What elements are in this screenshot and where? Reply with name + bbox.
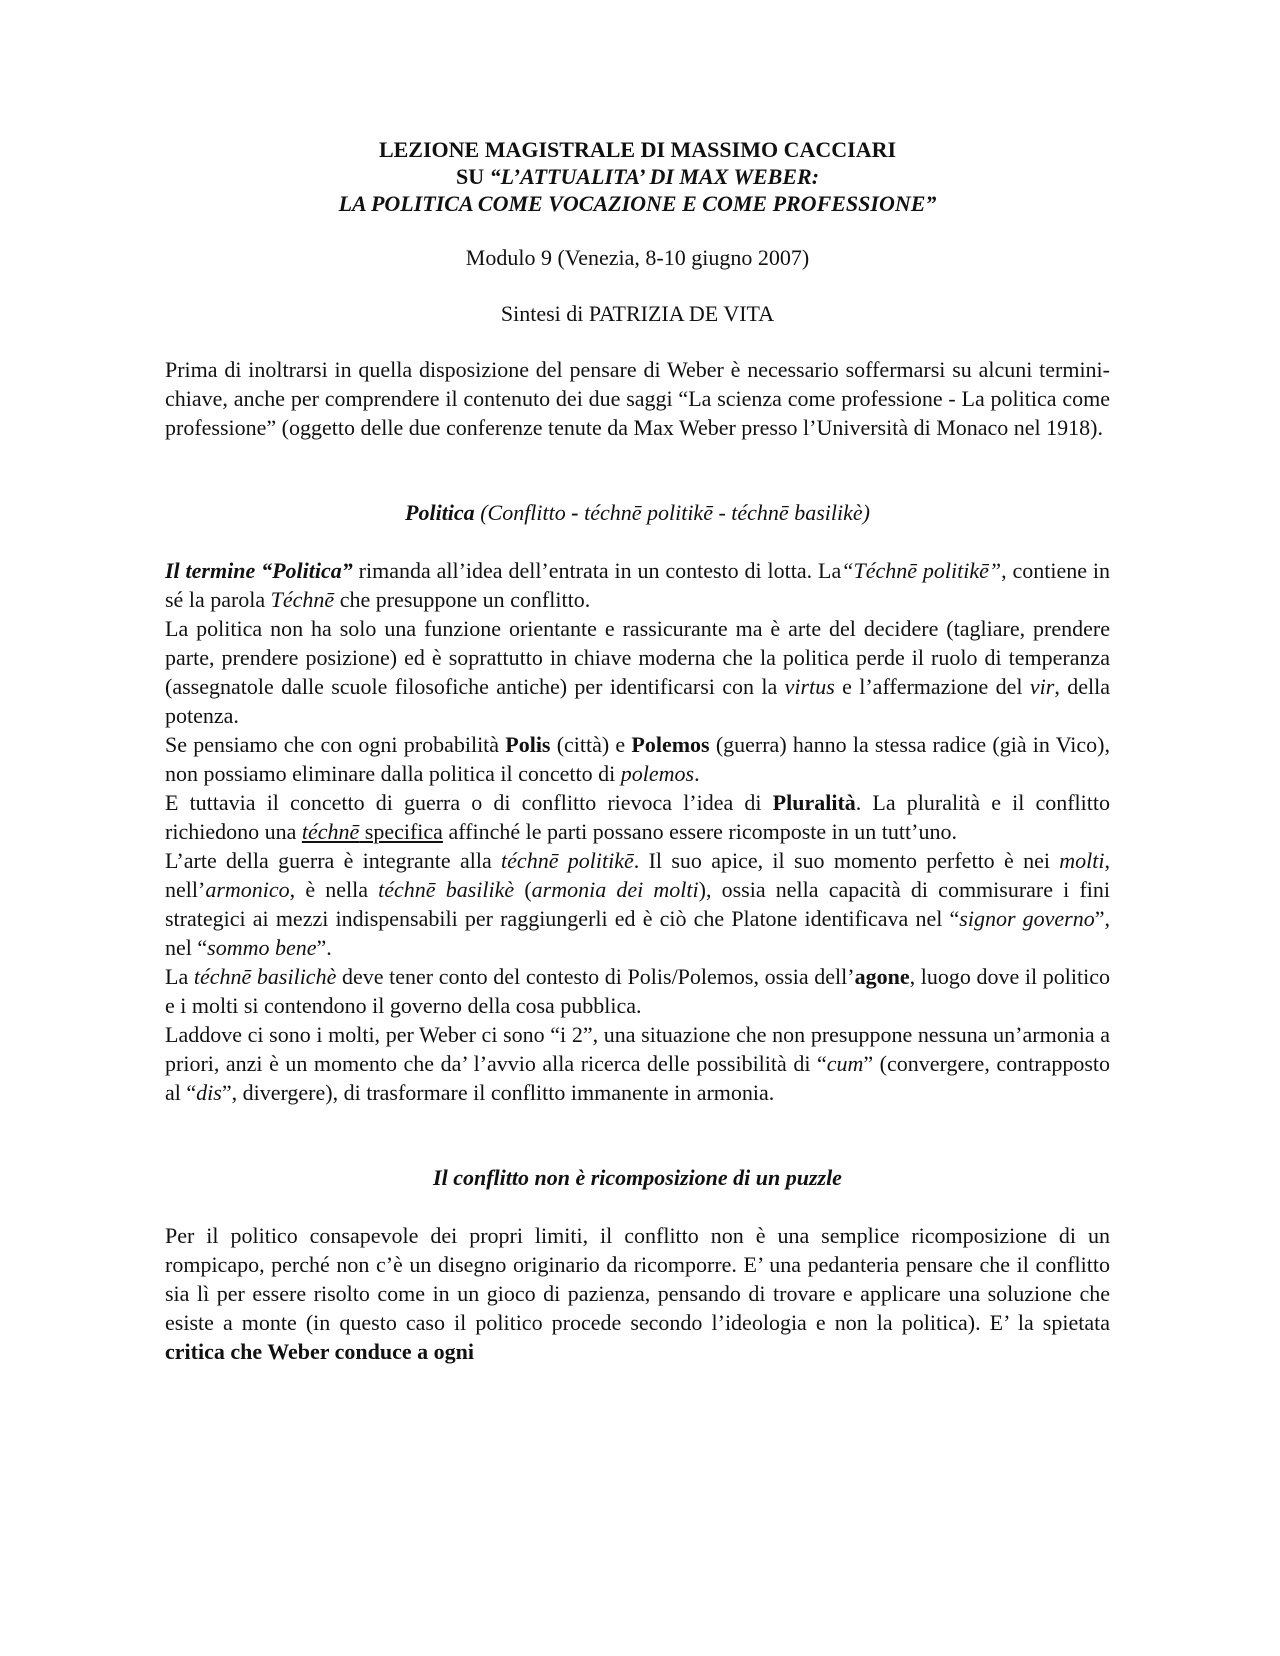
module-info: Modulo 9 (Venezia, 8-10 giugno 2007) xyxy=(465,245,810,270)
intro-paragraph: Prima di inoltrarsi in quella disposizione del pensare di Weber è necessario soffermarsi su alcuni termini-chiave, anche per comprendere il contenuto dei due saggi “La scienza come professione - La politica come professione” (oggetto delle due conferenze tenute da Max Weber presso l’Università di Monaco nel 1918). xyxy=(165,357,1110,440)
heading-politica-dash: - xyxy=(571,500,579,525)
document-title xyxy=(165,136,1110,217)
heading-politica-bold: Politica xyxy=(405,500,475,525)
heading-politica-part-b: téchnē politikē - téchnē basilikè) xyxy=(578,500,870,525)
paragraph-conflitto-puzzle: Per il politico consapevole dei propri limiti, il conflitto non è una semplice ricomposizione di un rompicapo, perché non c’è un disegno originario da ricomporre. E’ una pedanteria pensare che il conflitto sia lì per essere risolto come in un gioco di pazienza, pensando di trovare e applicare una soluzione che esiste a monte (in questo caso il politico procede secondo l’ideologia e non la politica). E’ la spietata critica che Weber conduce a ogni xyxy=(165,1223,1110,1364)
paragraph-polis-polemos: Se pensiamo che con ogni probabilità Polis (città) e Polemos (guerra) hanno la stessa radice (già in Vico), non possiamo eliminare dalla politica il concetto di polemos. xyxy=(165,732,1110,786)
section-heading-politica xyxy=(165,498,1110,527)
term-politica: Il termine “Politica” xyxy=(165,558,353,583)
title-line-2 xyxy=(165,163,1110,190)
title-line-3: LA POLITICA COME VOCAZIONE E COME PROFESSIONE” xyxy=(338,191,937,216)
paragraph-funzione-politica: La politica non ha solo una funzione orientante e rassicurante ma è arte del decidere (tagliare, prendere parte, prendere posizione) ed è soprattutto in chiave moderna che la politica perde il ruolo di temperanza (assegnatole dalle scuole filosofiche antiche) per identificarsi con la virtus e l’affermazione del vir, della potenza. xyxy=(165,616,1110,728)
paragraph-arte-guerra: L’arte della guerra è integrante alla téchnē politikē. Il suo apice, il suo momento perfetto è nei molti, nell’armonico, è nella téchnē basilikè (armonia dei molti), ossia nella capacità di commisurare i fini strategici ai mezzi indispensabili per raggiungerli ed è ciò che Platone identificava nel “signor governo”, nel “sommo bene”. xyxy=(165,848,1111,960)
summary-author: Sintesi di PATRIZIA DE VITA xyxy=(500,301,775,326)
heading-politica-part-a: (Conflitto xyxy=(474,500,572,525)
document-page xyxy=(165,136,1110,1366)
title-line-2-italic: “L’ATTUALITA’ DI MAX WEBER: xyxy=(489,164,820,189)
title-line-1: LEZIONE MAGISTRALE DI MASSIMO CACCIARI xyxy=(378,137,897,162)
paragraph-techne-basiliche: La téchnē basilichè deve tener conto del contesto di Polis/Polemos, ossia dell’agone, luogo dove il politico e i molti si contendono il governo della cosa pubblica. xyxy=(165,964,1110,1018)
paragraph-i-molti: Laddove ci sono i molti, per Weber ci sono “i 2”, una situazione che non presuppone nessuna un’armonia a priori, anzi è un momento che da’ l’avvio alla ricerca delle possibilità di “cum” (convergere, contrapposto al “dis”, divergere), di trasformare il conflitto immanente in armonia. xyxy=(165,1022,1110,1105)
paragraph-termine-politica: Il termine “Politica” rimanda all’idea dell’entrata in un contesto di lotta. La“Téchnē politikē”, contiene in sé la parola Téchnē che presuppone un conflitto. xyxy=(165,558,1110,612)
title-line-2-prefix: SU xyxy=(455,164,490,189)
paragraph-pluralita: E tuttavia il concetto di guerra o di conflitto rievoca l’idea di Pluralità. La pluralità e il conflitto richiedono una téchnē specifica affinché le parti possano essere ricomposte in un tutt’uno. xyxy=(165,790,1110,844)
section-heading-conflitto: Il conflitto non è ricomposizione di un puzzle xyxy=(433,1165,842,1190)
